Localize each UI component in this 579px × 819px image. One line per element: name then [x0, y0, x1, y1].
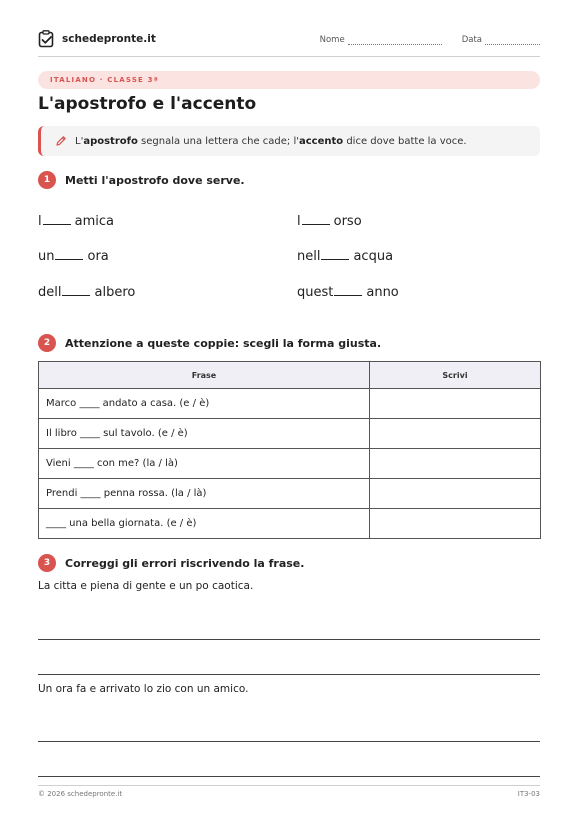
item-prefix: l — [38, 214, 42, 229]
table-header-row — [39, 362, 541, 389]
answer-blank[interactable] — [62, 295, 90, 296]
page-header — [38, 30, 540, 54]
writing-line[interactable] — [38, 674, 540, 675]
page-footer — [38, 790, 540, 798]
section-number: 3 — [38, 554, 56, 572]
answer-cell[interactable] — [370, 449, 541, 479]
phrase-cell: Il libro ____ sul tavolo. (e / è) — [39, 419, 370, 449]
col-header-write: Scrivi — [370, 362, 541, 389]
table-row — [39, 389, 541, 419]
header-divider — [38, 56, 540, 57]
answer-blank[interactable] — [334, 295, 362, 296]
apostrophe-item[interactable] — [38, 285, 135, 300]
item-word: amica — [74, 214, 114, 229]
answer-blank[interactable] — [321, 259, 349, 260]
apostrophe-item[interactable] — [38, 249, 109, 264]
section-2-heading — [38, 334, 381, 352]
item-word: orso — [333, 214, 362, 229]
answer-cell[interactable] — [370, 389, 541, 419]
item-prefix: l — [297, 214, 301, 229]
worksheet-code: IT3-03 — [517, 790, 540, 798]
phrase-cell: Marco ____ andato a casa. (e / è) — [39, 389, 370, 419]
section-number: 2 — [38, 334, 56, 352]
writing-line[interactable] — [38, 639, 540, 640]
checklist-icon — [38, 30, 56, 48]
wrong-sentence: Un ora fa e arrivato lo zio con un amico. — [38, 683, 249, 695]
tip-part: L' — [75, 135, 84, 147]
table-row — [39, 449, 541, 479]
item-word: acqua — [353, 249, 394, 264]
page-title: L'apostrofo e l'accento — [38, 94, 257, 114]
section-number: 1 — [38, 171, 56, 189]
section-title: Attenzione a queste coppie: scegli la forma giusta. — [65, 336, 382, 350]
brand-name: schedepronte.it — [62, 33, 156, 45]
item-prefix: un — [38, 249, 55, 264]
answer-blank[interactable] — [55, 259, 83, 260]
answer-blank[interactable] — [302, 224, 330, 225]
tip-part: segnala una lettera che cade; l' — [137, 135, 299, 147]
answer-cell[interactable] — [370, 479, 541, 509]
item-word: anno — [366, 285, 399, 300]
student-fields — [320, 35, 540, 45]
writing-line[interactable] — [38, 741, 540, 742]
phrase-cell: Vieni ____ con me? (la / là) — [39, 449, 370, 479]
brand-logo — [38, 30, 156, 48]
subject-tag: ITALIANO · CLASSE 3ª — [38, 71, 540, 89]
name-field[interactable] — [320, 35, 442, 45]
footer-divider — [38, 785, 540, 786]
tip-part: dice dove batte la voce. — [343, 135, 467, 147]
section-title: Metti l'apostrofo dove serve. — [65, 173, 245, 187]
date-label: Data — [461, 35, 482, 45]
wrong-sentence: La citta e piena di gente e un po caotica. — [38, 580, 254, 592]
copyright: © 2026 schedepronte.it — [38, 790, 123, 798]
phrase-cell: Prendi ____ penna rossa. (la / là) — [39, 479, 370, 509]
date-field[interactable] — [462, 35, 540, 45]
col-header-phrase: Frase — [39, 362, 370, 389]
table-row — [39, 479, 541, 509]
name-label: Nome — [319, 35, 345, 45]
apostrophe-item[interactable] — [297, 214, 362, 229]
item-prefix: nell — [297, 249, 321, 264]
name-line — [348, 37, 442, 45]
item-prefix: dell — [38, 285, 62, 300]
apostrophe-item[interactable] — [297, 285, 399, 300]
item-word: ora — [87, 249, 109, 264]
tip-text — [75, 136, 467, 147]
answer-blank[interactable] — [43, 224, 71, 225]
item-word: albero — [94, 285, 136, 300]
date-line — [485, 37, 540, 45]
tip-keyword-accento: accento — [299, 135, 344, 147]
section-title: Correggi gli errori riscrivendo la frase. — [65, 556, 305, 570]
pencil-icon — [55, 135, 67, 147]
choice-table — [38, 361, 541, 539]
answer-cell[interactable] — [370, 419, 541, 449]
writing-line[interactable] — [38, 776, 540, 777]
table-row — [39, 419, 541, 449]
apostrophe-item[interactable] — [38, 214, 114, 229]
tip-box — [38, 126, 540, 156]
tip-keyword-apostrofo: apostrofo — [83, 135, 138, 147]
section-3-heading — [38, 554, 304, 572]
apostrophe-item[interactable] — [297, 249, 393, 264]
item-prefix: quest — [297, 285, 334, 300]
phrase-cell: ____ una bella giornata. (e / è) — [39, 509, 370, 539]
section-1-heading — [38, 171, 245, 189]
table-row — [39, 509, 541, 539]
answer-cell[interactable] — [370, 509, 541, 539]
